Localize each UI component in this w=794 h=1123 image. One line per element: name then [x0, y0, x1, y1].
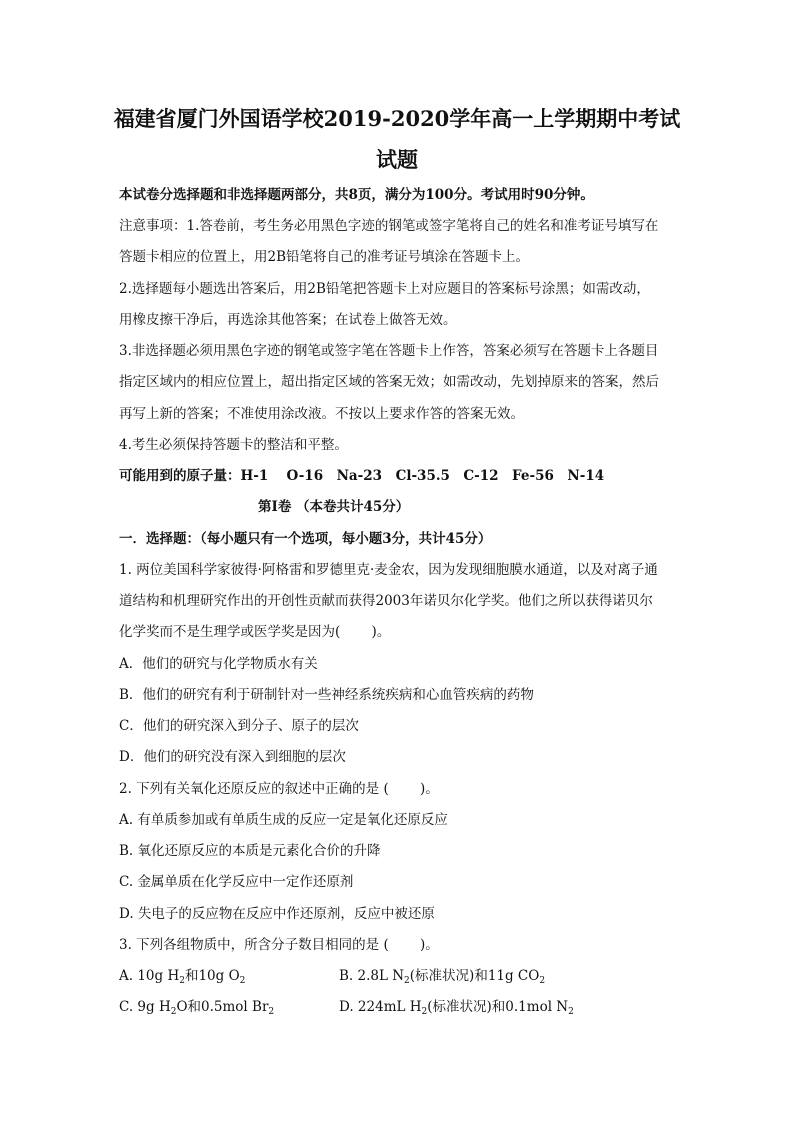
subscript: 2 [539, 976, 546, 986]
notes-line: 3.非选择题必须用黑色字迹的钢笔或签字笔在答题卡上作答，答案必须写在答题卡上各题目 [119, 343, 659, 359]
option-text: B. 2.8L N [339, 968, 405, 984]
notes-line: 注意事项：1.答卷前，考生务必用黑色字迹的钢笔或签字笔将自己的姓名和准考证号填写在 [119, 218, 659, 234]
question-2-stem: 2. 下列有关氧化还原反应的叙述中正确的是 ( )。 [119, 781, 439, 797]
exam-title: 福建省厦门外国语学校2019-2020学年高一上学期期中考试 [113, 106, 681, 131]
subscript: 2 [568, 1007, 574, 1017]
notes-line: 指定区域内的相应位置上，超出指定区域的答案无效；如需改动，先划掉原来的答案，然后 [119, 374, 659, 390]
question-2-option-d: D. 失电子的反应物在反应中作还原剂，反应中被还原 [119, 906, 435, 922]
exam-intro: 本试卷分选择题和非选择题两部分，共8页，满分为100分。考试用时90分钟。 [119, 187, 594, 203]
question-1-option-d: D．他们的研究没有深入到细胞的层次 [119, 749, 346, 765]
notes-line: 再写上新的答案；不准使用涂改液。不按以上要求作答的答案无效。 [119, 406, 524, 422]
question-3-option-c [119, 998, 274, 1016]
question-2-option-c: C. 金属单质在化学反应中一定作还原剂 [119, 874, 354, 890]
question-1-stem: 1. 两位美国科学家彼得·阿格雷和罗德里克·麦金农，因为发现细胞膜水通道，以及对离子通 [119, 562, 658, 578]
subscript: 2 [421, 1007, 428, 1017]
notes-line: 4.考生必须保持答题卡的整洁和平整。 [119, 437, 348, 453]
notes-line: 答题卡相应的位置上，用2B铅笔将自己的准考证号填涂在答题卡上。 [119, 249, 530, 265]
question-2-option-a: A. 有单质参加或有单质生成的反应一定是氧化还原反应 [119, 812, 448, 828]
subscript: 2 [170, 1007, 177, 1017]
subscript: 2 [239, 976, 246, 986]
question-1-stem: 化学奖而不是生理学或医学奖是因为( )。 [119, 624, 391, 640]
question-1-option-a: A．他们的研究与化学物质水有关 [119, 656, 318, 672]
atomic-masses: 可能用到的原子量：H-1 O-16 Na-23 Cl-35.5 C-12 Fe-56 N-14 [119, 468, 605, 484]
question-3-option-d [339, 998, 574, 1016]
question-1-stem: 道结构和机理研究作出的开创性贡献而获得2003年诺贝尔化学奖。他们之所以获得诺贝尔 [119, 593, 653, 609]
option-text: D. 224mL H [339, 999, 422, 1015]
question-2-option-b: B. 氧化还原反应的本质是元素化合价的升降 [119, 843, 381, 859]
notes-line: 2.选择题每小题选出答案后，用2B铅笔把答题卡上对应题目的答案标号涂黑；如需改动， [119, 281, 650, 297]
question-3-stem: 3. 下列各组物质中，所含分子数目相同的是 ( )。 [119, 937, 439, 953]
option-text: (标准状况)和11g CO [409, 968, 540, 984]
question-3-option-a [119, 967, 245, 985]
notes-line: 用橡皮擦干净后，再选涂其他答案；在试卷上做答无效。 [119, 312, 457, 328]
option-text: O和0.5mol Br [176, 999, 269, 1015]
option-text: A. 10g H [119, 968, 180, 984]
section-title: 一．选择题：（每小题只有一个选项，每小题3分，共计45分） [119, 531, 492, 547]
exam-title-continued: 试题 [376, 147, 418, 172]
question-1-option-b: B．他们的研究有利于研制针对一些神经系统疾病和心血管疾病的药物 [119, 687, 534, 703]
option-text: (标准状况)和0.1mol N [427, 999, 569, 1015]
option-text: C. 9g H [119, 999, 171, 1015]
option-text: 和10g O [184, 968, 240, 984]
subscript: 2 [179, 976, 185, 986]
question-1-option-c: C．他们的研究深入到分子、原子的层次 [119, 718, 359, 734]
subscript: 2 [404, 976, 410, 986]
volume-title: 第Ⅰ卷 （本卷共计45分） [258, 499, 410, 515]
question-3-option-b [339, 967, 545, 985]
subscript: 2 [268, 1007, 275, 1017]
